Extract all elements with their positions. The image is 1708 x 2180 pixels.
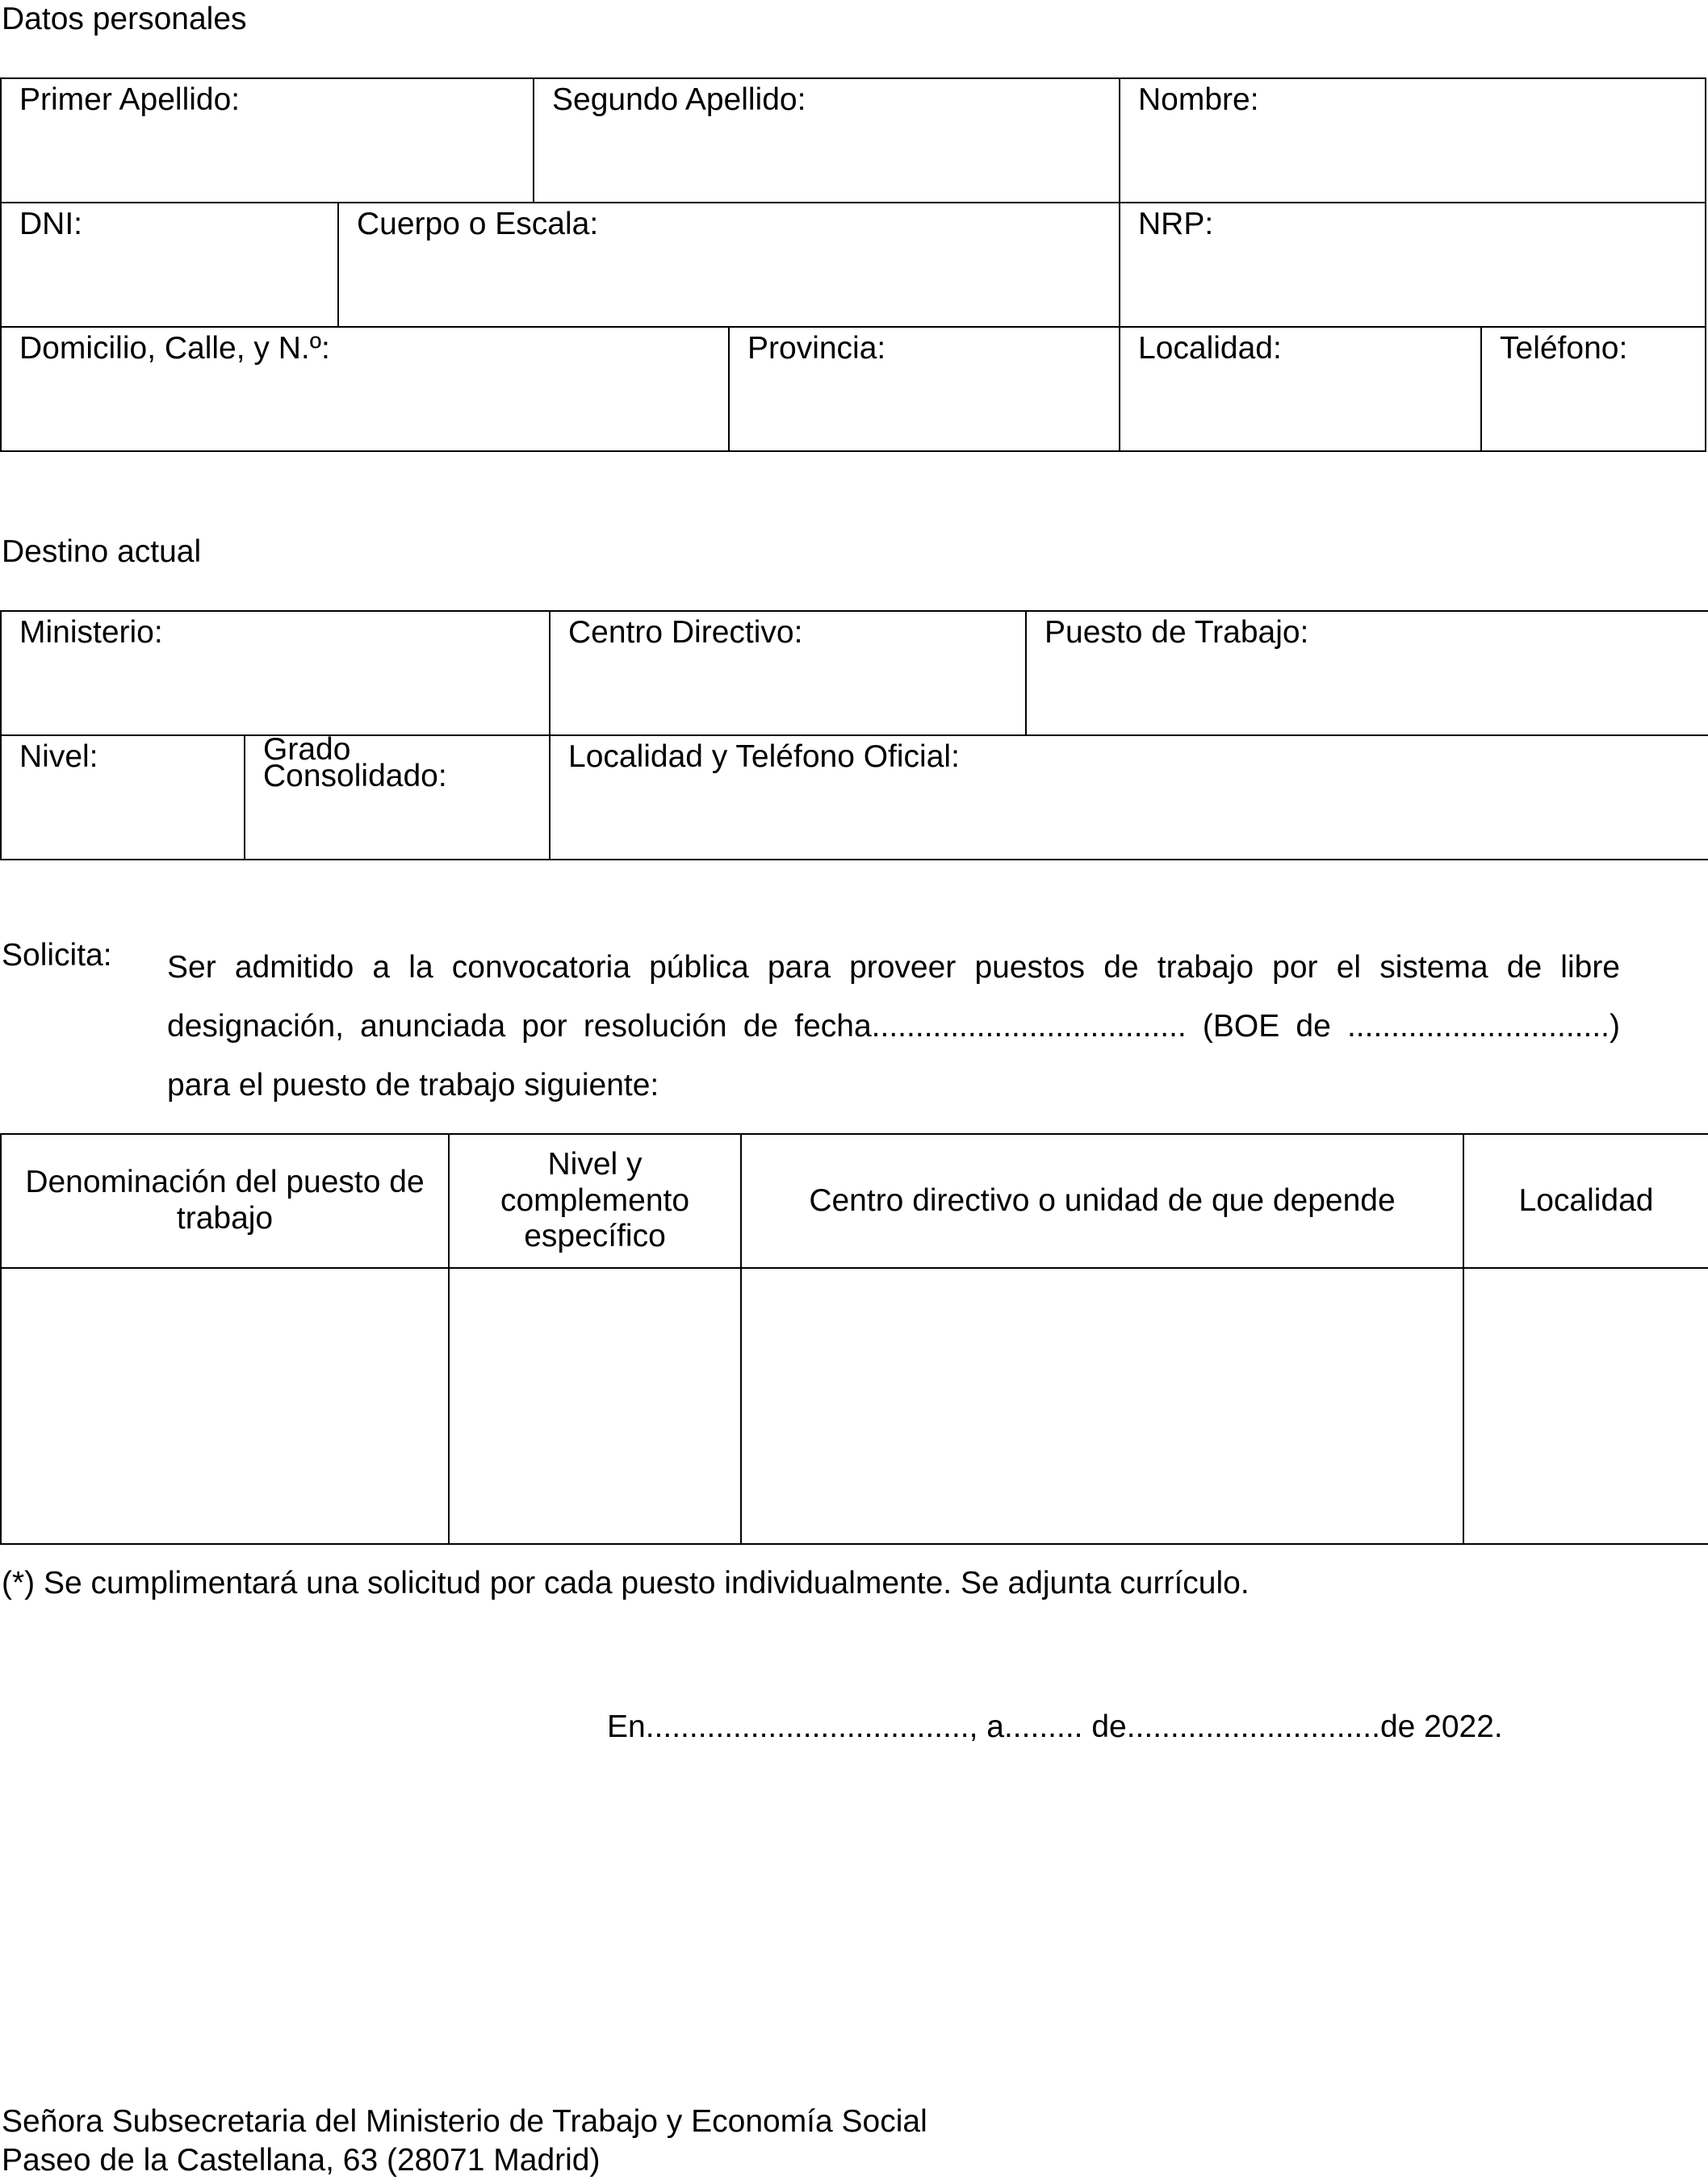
cuerpo-escala-field[interactable] xyxy=(338,203,1120,327)
header-centro-directivo: Centro directivo o unidad de que depende xyxy=(741,1134,1463,1268)
localidad-field[interactable] xyxy=(1120,327,1481,451)
destinatario-block xyxy=(2,2103,927,2180)
nivel-label: Nivel: xyxy=(19,739,98,774)
domicilio-label: Domicilio, Calle, y N.º: xyxy=(19,331,330,366)
localidad-input-cell[interactable] xyxy=(1463,1268,1708,1544)
destino-row-2 xyxy=(1,735,1708,860)
segundo-apellido-label: Segundo Apellido: xyxy=(552,82,806,117)
localidad-label: Localidad: xyxy=(1138,331,1282,366)
denominacion-input-cell[interactable] xyxy=(1,1268,449,1544)
nrp-field[interactable] xyxy=(1120,203,1706,327)
centro-directivo-input-cell[interactable] xyxy=(741,1268,1463,1544)
provincia-label: Provincia: xyxy=(747,331,886,366)
centro-directivo-field[interactable] xyxy=(550,611,1026,735)
nrp-label: NRP: xyxy=(1138,207,1214,241)
nombre-label: Nombre: xyxy=(1138,82,1259,117)
ministerio-field[interactable] xyxy=(1,611,550,735)
puesto-solicitado-table xyxy=(0,1133,1708,1545)
solicita-label: Solicita: xyxy=(2,938,112,973)
puesto-header-row xyxy=(1,1134,1708,1268)
primer-apellido-field[interactable] xyxy=(1,78,534,203)
personal-row-2 xyxy=(1,203,1706,327)
localidad-telefono-oficial-field[interactable] xyxy=(550,735,1708,860)
header-localidad: Localidad xyxy=(1463,1134,1708,1268)
domicilio-field[interactable] xyxy=(1,327,729,451)
destinatario-line-1: Señora Subsecretaria del Ministerio de Trabajo y Economía Social xyxy=(2,2104,927,2139)
nivel-complemento-input-cell[interactable] xyxy=(449,1268,741,1544)
nota-text: (*) Se cumplimentará una solicitud por cada puesto individualmente. Se adjunta currículo. xyxy=(2,1566,1250,1600)
localidad-telefono-oficial-label: Localidad y Teléfono Oficial: xyxy=(568,739,960,774)
header-nivel-complemento: Nivel y complemento específico xyxy=(449,1134,741,1268)
dni-label: DNI: xyxy=(19,207,82,241)
destino-row-1 xyxy=(1,611,1708,735)
datos-personales-title: Datos personales xyxy=(2,2,247,36)
destinatario-line-2: Paseo de la Castellana, 63 (28071 Madrid) xyxy=(2,2143,601,2178)
solicita-text: Ser admitido a la convocatoria pública para proveer puestos de trabajo por el sistema de libre designación, anunciada por resolución de fecha.................................... (BOE de ..............................) para el puesto de trabajo siguiente: xyxy=(167,950,1620,1103)
nombre-field[interactable] xyxy=(1120,78,1706,203)
telefono-field[interactable] xyxy=(1481,327,1706,451)
segundo-apellido-field[interactable] xyxy=(534,78,1120,203)
destino-actual-title: Destino actual xyxy=(2,534,202,569)
header-denominacion: Denominación del puesto de trabajo xyxy=(1,1134,449,1268)
puesto-trabajo-label: Puesto de Trabajo: xyxy=(1044,615,1309,650)
grado-label: Grado xyxy=(263,732,351,767)
ministerio-label: Ministerio: xyxy=(19,615,163,650)
grado-consolidado-field[interactable] xyxy=(245,732,550,860)
puesto-input-row xyxy=(1,1268,1708,1544)
telefono-label: Teléfono: xyxy=(1500,331,1628,366)
destino-actual-table xyxy=(0,610,1708,860)
provincia-field[interactable] xyxy=(729,327,1120,451)
datos-personales-table xyxy=(0,77,1706,452)
nivel-field[interactable] xyxy=(1,735,245,860)
primer-apellido-label: Primer Apellido: xyxy=(19,82,241,117)
consolidado-label: Consolidado: xyxy=(263,759,447,794)
dni-field[interactable] xyxy=(1,203,338,327)
centro-directivo-label: Centro Directivo: xyxy=(568,615,803,650)
fecha-linea: En....................................., a......... de.............................de 2022. xyxy=(607,1709,1503,1744)
personal-row-3 xyxy=(1,327,1706,451)
puesto-trabajo-field[interactable] xyxy=(1026,611,1708,735)
personal-row-1 xyxy=(1,78,1706,203)
cuerpo-escala-label: Cuerpo o Escala: xyxy=(357,207,599,241)
